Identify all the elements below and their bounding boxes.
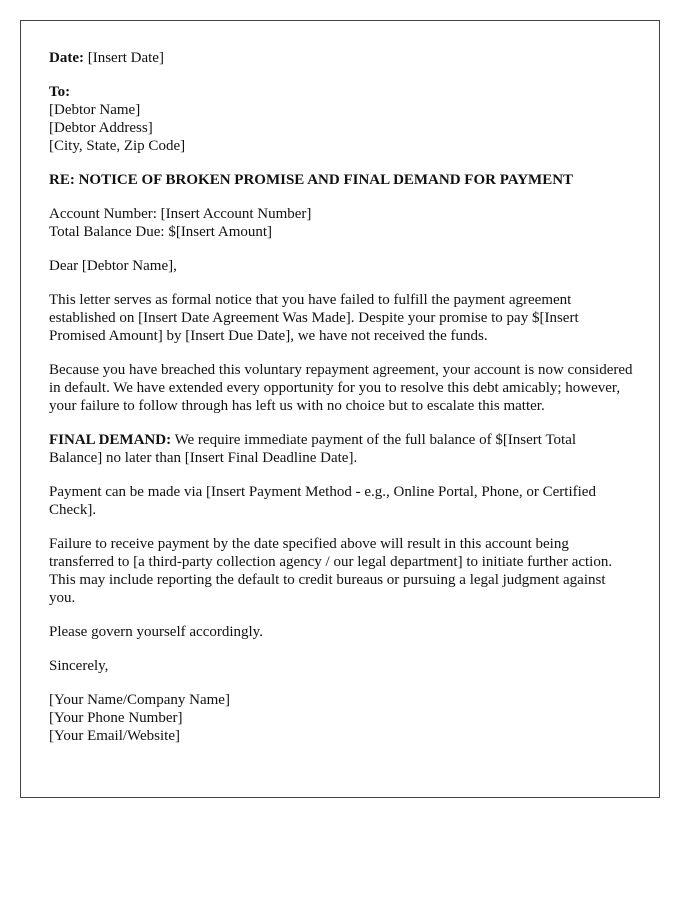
paragraph-consequences: Failure to receive payment by the date specified above will result in this account being transferred to [a third-party collection agency / our legal department] to initiate further action. This may include reporting the default to credit bureaus or pursuing a legal judgment against you. — [49, 536, 613, 606]
recipient-label: To: — [49, 84, 71, 100]
date-line — [49, 49, 633, 67]
account-balance: Total Balance Due: $[Insert Amount] — [49, 224, 273, 240]
closing: Sincerely, — [49, 658, 109, 674]
signature-name: [Your Name/Company Name] — [49, 692, 230, 708]
paragraph-default: Because you have breached this voluntary repayment agreement, your account is now considered in default. We have extended every opportunity for you to resolve this debt amicably; however, your failure to follow through has left us with no choice but to escalate this matter. — [49, 362, 633, 414]
letter-document — [20, 20, 660, 798]
date-label: Date: — [49, 50, 84, 66]
signature-email: [Your Email/Website] — [49, 728, 181, 744]
recipient-block — [49, 83, 633, 155]
subject-line: RE: NOTICE OF BROKEN PROMISE AND FINAL DEMAND FOR PAYMENT — [49, 172, 574, 188]
account-number: Account Number: [Insert Account Number] — [49, 206, 312, 222]
recipient-address: [Debtor Address] — [49, 120, 153, 136]
account-block — [49, 205, 633, 241]
paragraph-payment-method: Payment can be made via [Insert Payment Method - e.g., Online Portal, Phone, or Certified Check]. — [49, 484, 596, 518]
paragraph-final-demand — [49, 431, 633, 467]
final-demand-label: FINAL DEMAND: — [49, 432, 172, 448]
paragraph-notice: This letter serves as formal notice that you have failed to fulfill the payment agreement established on [Insert Date Agreement Was Made]. Despite your promise to pay $[Insert Promised Amount] by [Insert Due Date], we have not received the funds. — [49, 292, 579, 344]
recipient-name: [Debtor Name] — [49, 102, 141, 118]
date-value: [Insert Date] — [87, 50, 164, 66]
final-demand-text: We require immediate payment of the full balance of $[Insert Total Balance] no later than [Insert Final Deadline Date]. — [49, 432, 577, 466]
signature-phone: [Your Phone Number] — [49, 710, 183, 726]
salutation: Dear [Debtor Name], — [49, 258, 177, 274]
paragraph-govern: Please govern yourself accordingly. — [49, 624, 263, 640]
recipient-city: [City, State, Zip Code] — [49, 138, 186, 154]
signature-block — [49, 691, 633, 745]
